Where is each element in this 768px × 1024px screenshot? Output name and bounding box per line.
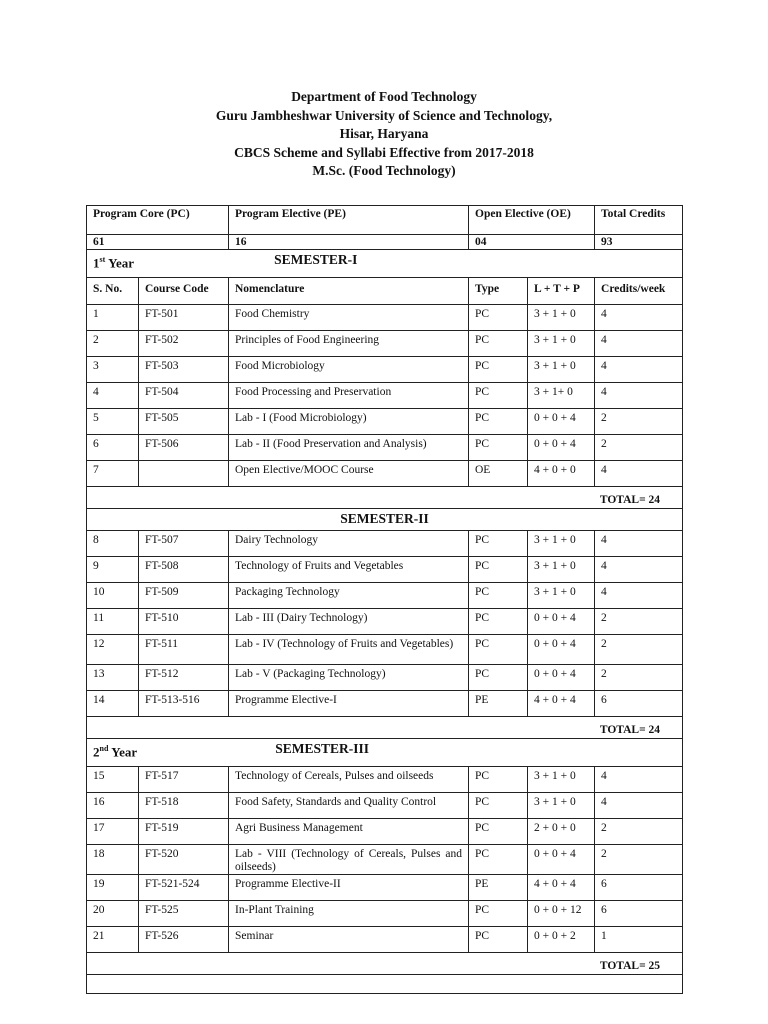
cell-type: PC xyxy=(469,409,528,435)
table-row xyxy=(87,845,683,875)
year-1-label: 1st Year xyxy=(93,255,135,271)
blank-row xyxy=(87,975,683,994)
semester-3-title: SEMESTER-III xyxy=(275,741,369,756)
cell-ltp: 4 + 0 + 4 xyxy=(528,875,595,901)
cell-type: PC xyxy=(469,305,528,331)
cell-nomenclature: Lab - IV (Technology of Fruits and Vegetables) xyxy=(229,635,469,665)
table-row xyxy=(87,557,683,583)
cell-type: PC xyxy=(469,635,528,665)
cell-credits: 6 xyxy=(595,901,683,927)
cell-sno: 1 xyxy=(87,305,139,331)
cell-nomenclature: Lab - VIII (Technology of Cereals, Pulses and oilseeds) xyxy=(229,845,469,875)
cell-ltp: 3 + 1 + 0 xyxy=(528,305,595,331)
cell-course-code: FT-508 xyxy=(139,557,229,583)
table-row xyxy=(87,531,683,557)
cell-nomenclature: Seminar xyxy=(229,927,469,953)
cell-credits: 2 xyxy=(595,409,683,435)
cell-type: PE xyxy=(469,875,528,901)
cell-credits: 4 xyxy=(595,531,683,557)
cell-nomenclature: Agri Business Management xyxy=(229,819,469,845)
cell-ltp: 3 + 1 + 0 xyxy=(528,767,595,793)
cell-sno: 12 xyxy=(87,635,139,665)
cell-type: PC xyxy=(469,609,528,635)
table-row xyxy=(87,357,683,383)
cell-credits: 4 xyxy=(595,461,683,487)
cell-nomenclature: Programme Elective-II xyxy=(229,875,469,901)
cell-nomenclature: In-Plant Training xyxy=(229,901,469,927)
cell-nomenclature: Food Processing and Preservation xyxy=(229,383,469,409)
cell-course-code xyxy=(139,461,229,487)
cell-type: PC xyxy=(469,665,528,691)
cell-nomenclature: Food Microbiology xyxy=(229,357,469,383)
cell-sno: 9 xyxy=(87,557,139,583)
col-type: Type xyxy=(469,278,528,305)
cell-ltp: 0 + 0 + 4 xyxy=(528,665,595,691)
table-row xyxy=(87,305,683,331)
cell-type: PC xyxy=(469,383,528,409)
col-ltp: L + T + P xyxy=(528,278,595,305)
cell-type: PC xyxy=(469,531,528,557)
cell-credits: 4 xyxy=(595,383,683,409)
cell-ltp: 3 + 1 + 0 xyxy=(528,557,595,583)
cell-credits: 6 xyxy=(595,875,683,901)
cell-credits: 2 xyxy=(595,635,683,665)
cell-ltp: 0 + 0 + 2 xyxy=(528,927,595,953)
cell-course-code: FT-518 xyxy=(139,793,229,819)
cell-sno: 16 xyxy=(87,793,139,819)
cell-nomenclature: Food Safety, Standards and Quality Control xyxy=(229,793,469,819)
cell-nomenclature: Food Chemistry xyxy=(229,305,469,331)
year-1-row xyxy=(87,250,683,278)
cell-type: PC xyxy=(469,583,528,609)
cell-ltp: 3 + 1 + 0 xyxy=(528,583,595,609)
credit-value-pe: 16 xyxy=(229,235,469,250)
table-row xyxy=(87,409,683,435)
table-row xyxy=(87,635,683,665)
table-row xyxy=(87,875,683,901)
cell-ltp: 3 + 1 + 0 xyxy=(528,531,595,557)
cell-course-code: FT-525 xyxy=(139,901,229,927)
table-row xyxy=(87,383,683,409)
semester-1-rows xyxy=(87,305,683,487)
cell-nomenclature: Technology of Cereals, Pulses and oilseeds xyxy=(229,767,469,793)
cell-course-code: FT-510 xyxy=(139,609,229,635)
university-name: Guru Jambheshwar University of Science and Technology, xyxy=(215,107,553,123)
cell-sno: 15 xyxy=(87,767,139,793)
table-row xyxy=(87,901,683,927)
year-2-label: 2nd Year xyxy=(93,744,138,760)
cell-ltp: 0 + 0 + 12 xyxy=(528,901,595,927)
table-row xyxy=(87,793,683,819)
cell-nomenclature: Programme Elective-I xyxy=(229,691,469,717)
cell-type: PC xyxy=(469,901,528,927)
credit-value-oe: 04 xyxy=(469,235,595,250)
cell-credits: 4 xyxy=(595,767,683,793)
scheme-title: CBCS Scheme and Syllabi Effective from 2017-2018 xyxy=(234,144,534,160)
cell-nomenclature: Lab - III (Dairy Technology) xyxy=(229,609,469,635)
credit-label-pc: Program Core (PC) xyxy=(87,206,229,235)
table-row xyxy=(87,331,683,357)
cell-course-code: FT-501 xyxy=(139,305,229,331)
cell-nomenclature: Lab - I (Food Microbiology) xyxy=(229,409,469,435)
cell-course-code: FT-511 xyxy=(139,635,229,665)
document-heading xyxy=(0,88,768,181)
cell-course-code: FT-520 xyxy=(139,845,229,875)
cell-ltp: 0 + 0 + 4 xyxy=(528,409,595,435)
cell-sno: 14 xyxy=(87,691,139,717)
cell-nomenclature: Packaging Technology xyxy=(229,583,469,609)
cell-ltp: 3 + 1 + 0 xyxy=(528,331,595,357)
cell-course-code: FT-512 xyxy=(139,665,229,691)
cell-type: PC xyxy=(469,331,528,357)
program-title: M.Sc. (Food Technology) xyxy=(312,163,456,178)
cell-sno: 19 xyxy=(87,875,139,901)
cell-credits: 2 xyxy=(595,665,683,691)
cell-sno: 4 xyxy=(87,383,139,409)
department-title: Department of Food Technology xyxy=(291,89,477,104)
cell-type: PC xyxy=(469,767,528,793)
cell-credits: 4 xyxy=(595,357,683,383)
table-row xyxy=(87,665,683,691)
cell-credits: 2 xyxy=(595,609,683,635)
cell-credits: 4 xyxy=(595,557,683,583)
cell-credits: 4 xyxy=(595,583,683,609)
cell-course-code: FT-502 xyxy=(139,331,229,357)
cell-ltp: 3 + 1 + 0 xyxy=(528,793,595,819)
cell-ltp: 4 + 0 + 0 xyxy=(528,461,595,487)
cell-credits: 4 xyxy=(595,793,683,819)
cell-credits: 4 xyxy=(595,305,683,331)
semester-2-total: TOTAL= 24 xyxy=(87,717,683,739)
table-row xyxy=(87,819,683,845)
cell-nomenclature: Technology of Fruits and Vegetables xyxy=(229,557,469,583)
cell-type: PC xyxy=(469,793,528,819)
cell-course-code: FT-503 xyxy=(139,357,229,383)
col-nomenclature: Nomenclature xyxy=(229,278,469,305)
cell-course-code: FT-509 xyxy=(139,583,229,609)
cell-credits: 2 xyxy=(595,435,683,461)
table-row xyxy=(87,927,683,953)
cell-ltp: 2 + 0 + 0 xyxy=(528,819,595,845)
cell-nomenclature: Dairy Technology xyxy=(229,531,469,557)
cell-sno: 20 xyxy=(87,901,139,927)
cell-course-code: FT-519 xyxy=(139,819,229,845)
table-row xyxy=(87,435,683,461)
cell-type: PC xyxy=(469,357,528,383)
credit-summary-labels xyxy=(87,206,683,235)
cell-type: PC xyxy=(469,557,528,583)
cell-credits: 2 xyxy=(595,819,683,845)
col-course-code: Course Code xyxy=(139,278,229,305)
cell-sno: 21 xyxy=(87,927,139,953)
cell-sno: 7 xyxy=(87,461,139,487)
cell-course-code: FT-526 xyxy=(139,927,229,953)
table-row xyxy=(87,609,683,635)
cell-course-code: FT-521-524 xyxy=(139,875,229,901)
cell-sno: 8 xyxy=(87,531,139,557)
cell-course-code: FT-504 xyxy=(139,383,229,409)
cell-ltp: 0 + 0 + 4 xyxy=(528,845,595,875)
year-2-row xyxy=(87,739,683,767)
cell-type: PC xyxy=(469,435,528,461)
credit-label-oe: Open Elective (OE) xyxy=(469,206,595,235)
scheme-table xyxy=(86,205,683,994)
col-credits: Credits/week xyxy=(595,278,683,305)
table-row xyxy=(87,691,683,717)
cell-credits: 4 xyxy=(595,331,683,357)
cell-course-code: FT-513-516 xyxy=(139,691,229,717)
cell-sno: 3 xyxy=(87,357,139,383)
cell-type: PC xyxy=(469,819,528,845)
table-row xyxy=(87,583,683,609)
credit-value-total: 93 xyxy=(595,235,683,250)
cell-credits: 1 xyxy=(595,927,683,953)
university-location: Hisar, Haryana xyxy=(339,126,429,141)
cell-sno: 13 xyxy=(87,665,139,691)
credit-summary-values xyxy=(87,235,683,250)
credit-value-pc: 61 xyxy=(87,235,229,250)
cell-sno: 11 xyxy=(87,609,139,635)
cell-ltp: 0 + 0 + 4 xyxy=(528,435,595,461)
cell-nomenclature: Open Elective/MOOC Course xyxy=(229,461,469,487)
cell-sno: 6 xyxy=(87,435,139,461)
table-row xyxy=(87,767,683,793)
cell-nomenclature: Principles of Food Engineering xyxy=(229,331,469,357)
credit-label-pe: Program Elective (PE) xyxy=(229,206,469,235)
cell-course-code: FT-517 xyxy=(139,767,229,793)
cell-type: PC xyxy=(469,927,528,953)
cell-nomenclature: Lab - II (Food Preservation and Analysis) xyxy=(229,435,469,461)
cell-credits: 2 xyxy=(595,845,683,875)
cell-ltp: 0 + 0 + 4 xyxy=(528,635,595,665)
cell-ltp: 4 + 0 + 4 xyxy=(528,691,595,717)
cell-ltp: 3 + 1+ 0 xyxy=(528,383,595,409)
cell-credits: 6 xyxy=(595,691,683,717)
semester-2-rows xyxy=(87,531,683,717)
semester-2-row xyxy=(87,509,683,531)
semester-3-rows xyxy=(87,767,683,953)
cell-type: OE xyxy=(469,461,528,487)
cell-course-code: FT-505 xyxy=(139,409,229,435)
cell-ltp: 3 + 1 + 0 xyxy=(528,357,595,383)
cell-course-code: FT-506 xyxy=(139,435,229,461)
table-row xyxy=(87,461,683,487)
cell-sno: 5 xyxy=(87,409,139,435)
col-sno: S. No. xyxy=(87,278,139,305)
semester-2-title: SEMESTER-II xyxy=(340,511,429,526)
cell-course-code: FT-507 xyxy=(139,531,229,557)
cell-sno: 18 xyxy=(87,845,139,875)
semester-1-title: SEMESTER-I xyxy=(274,252,358,267)
semester-1-total: TOTAL= 24 xyxy=(87,487,683,509)
cell-sno: 2 xyxy=(87,331,139,357)
cell-sno: 17 xyxy=(87,819,139,845)
credit-label-total: Total Credits xyxy=(595,206,683,235)
cell-ltp: 0 + 0 + 4 xyxy=(528,609,595,635)
column-header-row xyxy=(87,278,683,305)
cell-type: PE xyxy=(469,691,528,717)
semester-3-total: TOTAL= 25 xyxy=(87,953,683,975)
cell-sno: 10 xyxy=(87,583,139,609)
cell-type: PC xyxy=(469,845,528,875)
cell-nomenclature: Lab - V (Packaging Technology) xyxy=(229,665,469,691)
